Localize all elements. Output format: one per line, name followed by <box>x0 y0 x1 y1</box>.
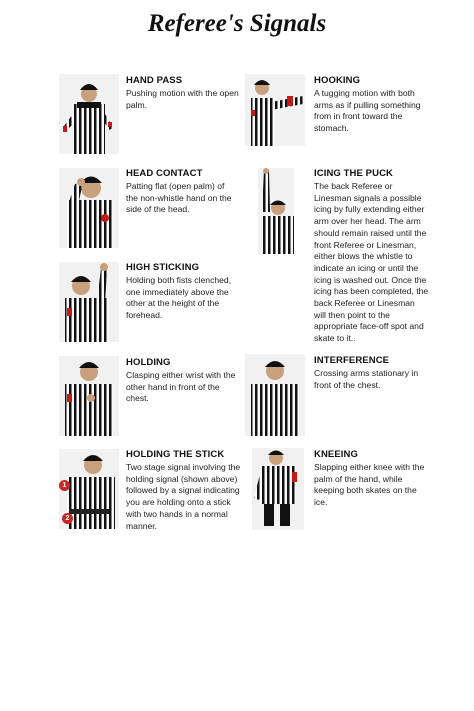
referee-photo-icing-the-puck <box>258 168 294 254</box>
step-badge-1: 1 <box>59 480 70 491</box>
signal-description: Crossing arms stationary in front of the chest. <box>314 368 419 390</box>
signal-description: Holding both fists clenched, one immediately above the other at the height of the forehead. <box>126 275 232 321</box>
referee-photo-hooking <box>245 74 305 146</box>
signal-description: Clasping either wrist with the other hand in front of the chest. <box>126 370 236 404</box>
signal-description: The back Referee or Linesman signals a possible icing by fully extending either arm over her head. The arm should remain raised until the front Referee or Linesman, either blows the whistle to indicate an icing or until the icing is washed out. Once the icing has been completed, the back Referee or Linesman will then point to the appropriate face-off spot and skate to it.. <box>314 181 429 344</box>
referee-photo-hand-pass <box>59 74 119 154</box>
signal-heading: INTERFERENCE <box>314 355 390 366</box>
signal-heading: HEAD CONTACT <box>126 168 203 179</box>
referee-photo-high-sticking <box>59 262 119 342</box>
signal-heading: HOLDING THE STICK <box>126 449 225 460</box>
signal-heading: KNEEING <box>314 449 358 460</box>
step-badge-2: 2 <box>62 513 73 524</box>
signal-description: Slapping either knee with the palm of the hand, while keeping both skates on the ice. <box>314 462 425 508</box>
signal-description: A tugging motion with both arms as if pulling something from in front toward the stomach. <box>314 88 421 134</box>
referee-photo-holding-the-stick <box>59 449 119 529</box>
page-title: Referee's Signals <box>147 10 327 37</box>
signal-heading: HAND PASS <box>126 75 183 86</box>
signal-description: Patting flat (open palm) of the non-whistle hand on the side of the head. <box>126 181 232 215</box>
referee-photo-interference <box>245 354 305 436</box>
signal-description: Two stage signal involving the holding signal (shown above) followed by a signal indicating you are holding onto a stick with two hands in a normal manner. <box>126 462 241 531</box>
signal-heading: HIGH STICKING <box>126 262 200 273</box>
referee-photo-head-contact <box>59 168 119 248</box>
signal-heading: HOOKING <box>314 75 361 86</box>
signal-description: Pushing motion with the open palm. <box>126 88 239 110</box>
signal-heading: HOLDING <box>126 357 171 368</box>
referee-photo-holding <box>59 356 119 436</box>
signal-heading: ICING THE PUCK <box>314 168 393 179</box>
referee-photo-kneeing <box>252 448 304 530</box>
